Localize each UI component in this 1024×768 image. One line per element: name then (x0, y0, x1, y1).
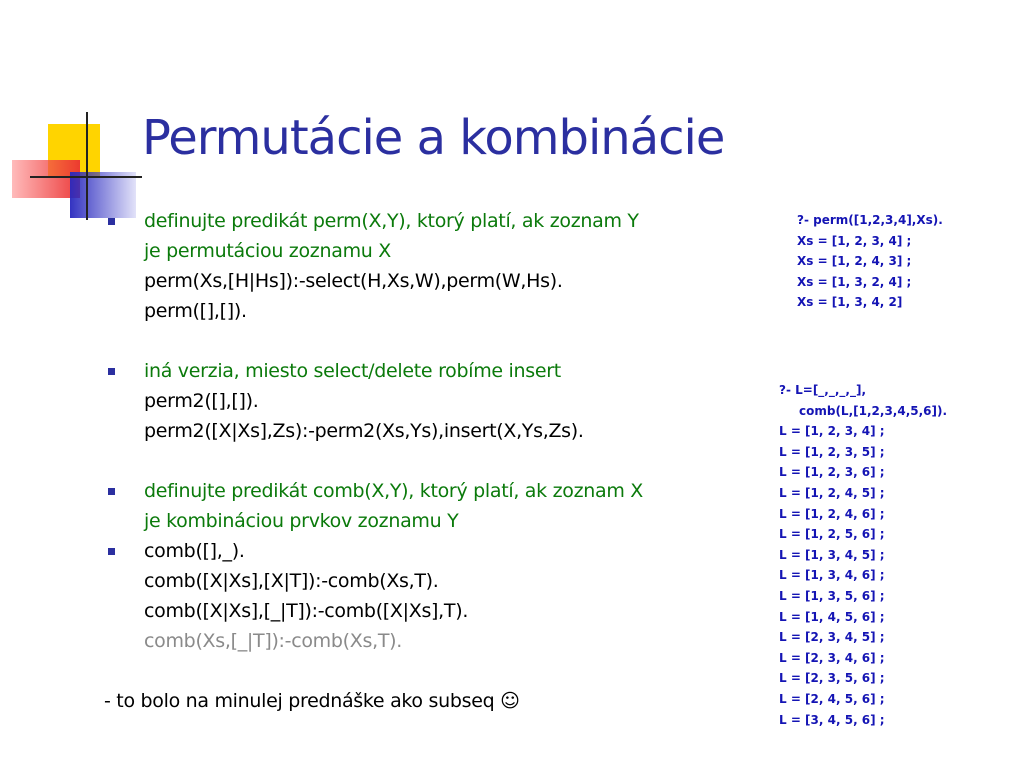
comb-result: L = [1, 3, 4, 6] ; (779, 568, 885, 583)
comb-result: L = [2, 3, 5, 6] ; (779, 671, 885, 686)
comb-result: L = [3, 4, 5, 6] ; (779, 712, 885, 727)
perm-query-output (797, 210, 943, 313)
perm-result: Xs = [1, 3, 2, 4] ; (797, 274, 912, 289)
subseq-note: - to bolo na minulej prednáške ako subseq ☺ (104, 690, 520, 712)
perm-result: Xs = [1, 2, 4, 3] ; (797, 254, 912, 269)
comb-result: L = [1, 2, 4, 6] ; (779, 506, 885, 521)
comb-result: L = [1, 3, 5, 6] ; (779, 588, 885, 603)
slide-body (104, 206, 764, 716)
comb-result: L = [1, 2, 3, 6] ; (779, 465, 885, 480)
comb-query-line1: ?- L=[_,_,_,_], (779, 383, 867, 397)
bullet-marker (108, 218, 115, 225)
perm-query: ?- perm([1,2,3,4],Xs). (797, 213, 943, 227)
comb-result: L = [1, 2, 3, 5] ; (779, 444, 885, 459)
comb-task-line2: je kombináciou prvkov zoznamu Y (144, 510, 459, 532)
comb-result: L = [1, 2, 4, 5] ; (779, 485, 885, 500)
bullet-marker (108, 488, 115, 495)
bullet-marker (108, 548, 115, 555)
bullet-perm2 (104, 356, 764, 446)
comb-result: L = [1, 2, 5, 6] ; (779, 527, 885, 542)
comb-code-line3: comb([X|Xs],[_|T]):-comb([X|Xs],T). (144, 600, 469, 622)
decor-horizontal-line (30, 176, 142, 178)
spacer (104, 326, 764, 356)
perm-result: Xs = [1, 3, 4, 2] (797, 295, 903, 310)
perm-code-line1: perm(Xs,[H|Hs]):-select(H,Xs,W),perm(W,Hs). (144, 270, 563, 292)
spacer (104, 656, 764, 686)
bullet-comb-code (104, 536, 764, 656)
perm-task-line1: definujte predikát perm(X,Y), ktorý platí, ak zoznam Y (144, 210, 639, 232)
comb-code-line1: comb([],_). (144, 540, 245, 562)
perm2-task-line: iná verzia, miesto select/delete robíme insert (144, 360, 561, 382)
comb-result: L = [2, 4, 5, 6] ; (779, 691, 885, 706)
slide-title: Permutácie a kombinácie (142, 110, 725, 166)
perm2-code-line1: perm2([],[]). (144, 390, 259, 412)
comb-code-line4: comb(Xs,[_|T]):-comb(Xs,T). (144, 630, 402, 652)
perm2-code-line2: perm2([X|Xs],Zs):-perm2(Xs,Ys),insert(X,Ys,Zs). (144, 420, 584, 442)
decor-vertical-line (86, 112, 88, 220)
comb-query-output (779, 380, 947, 730)
bullet-marker (108, 368, 115, 375)
comb-query-line2: comb(L,[1,2,3,4,5,6]). (799, 403, 948, 418)
perm-task-line2: je permutáciou zoznamu X (144, 240, 391, 262)
comb-result: L = [2, 3, 4, 6] ; (779, 650, 885, 665)
spacer (104, 446, 764, 476)
comb-result: L = [1, 3, 4, 5] ; (779, 547, 885, 562)
comb-result: L = [1, 2, 3, 4] ; (779, 424, 885, 439)
comb-code-line2: comb([X|Xs],[X|T]):-comb(Xs,T). (144, 570, 439, 592)
bullet-comb-task (104, 476, 764, 536)
perm-code-line2: perm([],[]). (144, 300, 247, 322)
comb-result: L = [2, 3, 4, 5] ; (779, 630, 885, 645)
perm-result: Xs = [1, 2, 3, 4] ; (797, 233, 912, 248)
bullet-perm (104, 206, 764, 326)
comb-task-line1: definujte predikát comb(X,Y), ktorý platí, ak zoznam X (144, 480, 644, 502)
comb-result: L = [1, 4, 5, 6] ; (779, 609, 885, 624)
